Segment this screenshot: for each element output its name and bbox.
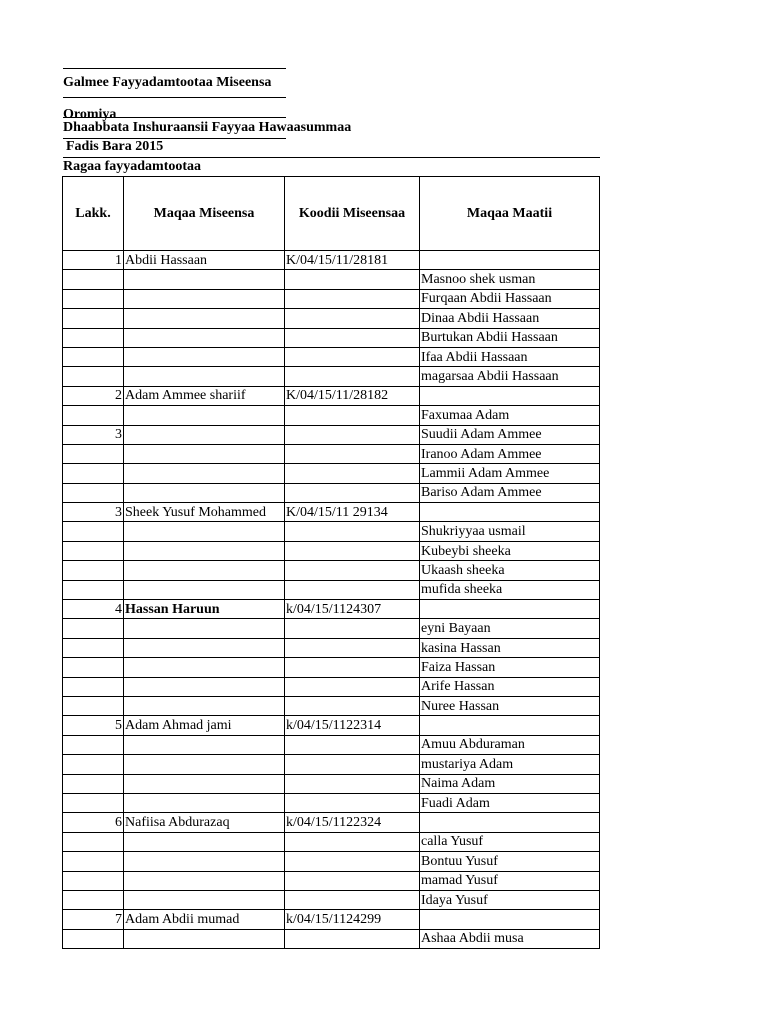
cell-member-code: K/04/15/11/28181 [285,251,420,270]
cell-member-code: K/04/15/11/28182 [285,386,420,405]
cell-member-name: Abdii Hassaan [124,251,285,270]
cell-family-name: mustariya Adam [420,755,600,774]
region-label: Oromiya [63,107,117,122]
organization-label: Dhaabbata Inshuraansii Fayyaa Hawaasummaa [63,117,286,139]
cell-number: 2 [63,386,124,405]
table-header-row [63,177,600,251]
cell-family-name [420,386,600,405]
table-row [63,328,600,347]
table-row [63,251,600,270]
cell-member-name [124,483,285,502]
cell-family-name: Iranoo Adam Ammee [420,444,600,463]
cell-member-name [124,522,285,541]
cell-member-code [285,444,420,463]
cell-member-code [285,406,420,425]
table-row [63,929,600,948]
cell-number [63,541,124,560]
cell-member-code [285,425,420,444]
column-header-number: Lakk. [63,177,124,251]
year-label-text: Fadis Bara 2015 [66,139,164,154]
table-body [63,251,600,949]
table-row [63,503,600,522]
cell-number [63,638,124,657]
cell-member-code [285,580,420,599]
cell-number [63,619,124,638]
cell-family-name: Bariso Adam Ammee [420,483,600,502]
cell-member-name [124,309,285,328]
cell-member-code [285,929,420,948]
cell-family-name: Ashaa Abdii musa [420,929,600,948]
cell-number [63,677,124,696]
column-header-member-code: Koodii Miseensaa [285,177,420,251]
table-row [63,541,600,560]
cell-family-name: Amuu Abduraman [420,735,600,754]
table-row [63,813,600,832]
cell-member-code [285,483,420,502]
cell-member-code [285,890,420,909]
cell-member-code [285,347,420,366]
cell-member-name [124,406,285,425]
table-row [63,910,600,929]
sheet-title-line: Galmee Fayyadamtootaa Miseensa [63,68,286,98]
cell-family-name: Arife Hassan [420,677,600,696]
cell-family-name [420,251,600,270]
cell-member-code [285,871,420,890]
table-row [63,464,600,483]
cell-member-code [285,696,420,715]
cell-member-code [285,522,420,541]
cell-member-code: K/04/15/11 29134 [285,503,420,522]
table-row [63,832,600,851]
beneficiary-table [62,176,600,949]
cell-number: 4 [63,600,124,619]
cell-member-name [124,464,285,483]
cell-number: 5 [63,716,124,735]
cell-member-code [285,638,420,657]
cell-number [63,561,124,580]
column-header-member-name: Maqaa Miseensa [124,177,285,251]
cell-member-code [285,309,420,328]
cell-number [63,406,124,425]
table-row [63,658,600,677]
cell-number: 1 [63,251,124,270]
cell-member-name [124,658,285,677]
cell-family-name [420,600,600,619]
table-row [63,367,600,386]
cell-number [63,929,124,948]
cell-family-name: Ifaa Abdii Hassaan [420,347,600,366]
cell-member-code [285,852,420,871]
cell-number [63,483,124,502]
cell-number [63,464,124,483]
table-row [63,483,600,502]
section-title: Ragaa fayyadamtootaa [63,157,600,176]
cell-family-name: Naima Adam [420,774,600,793]
cell-member-name [124,852,285,871]
cell-member-code [285,541,420,560]
cell-member-name [124,755,285,774]
cell-number [63,289,124,308]
cell-member-name: Adam Ammee shariif [124,386,285,405]
cell-member-code [285,793,420,812]
cell-family-name [420,813,600,832]
column-header-family-name: Maqaa Maatii [420,177,600,251]
cell-number [63,444,124,463]
cell-number: 3 [63,425,124,444]
cell-member-name: Adam Ahmad jami [124,716,285,735]
cell-family-name: Faiza Hassan [420,658,600,677]
cell-member-code: k/04/15/1122324 [285,813,420,832]
table-row [63,852,600,871]
cell-number [63,309,124,328]
cell-number [63,270,124,289]
cell-number: 7 [63,910,124,929]
cell-number [63,871,124,890]
cell-member-name [124,890,285,909]
cell-family-name: Furqaan Abdii Hassaan [420,289,600,308]
table-row [63,270,600,289]
cell-number [63,328,124,347]
cell-member-code [285,367,420,386]
table-row [63,561,600,580]
cell-family-name: Faxumaa Adam [420,406,600,425]
cell-member-code [285,619,420,638]
cell-family-name [420,716,600,735]
table-row [63,580,600,599]
cell-member-name [124,289,285,308]
cell-number [63,696,124,715]
cell-family-name: mamad Yusuf [420,871,600,890]
cell-member-code [285,832,420,851]
table-row [63,347,600,366]
year-label [63,138,286,156]
cell-member-name: Hassan Haruun [124,600,285,619]
cell-family-name: mufida sheeka [420,580,600,599]
cell-member-name [124,561,285,580]
cell-member-name: Adam Abdii mumad [124,910,285,929]
cell-member-code [285,658,420,677]
cell-member-name [124,425,285,444]
cell-member-name [124,580,285,599]
table-row [63,406,600,425]
cell-number [63,735,124,754]
cell-number: 3 [63,503,124,522]
cell-member-name [124,793,285,812]
cell-number [63,890,124,909]
cell-member-code: k/04/15/1124299 [285,910,420,929]
cell-family-name: Fuadi Adam [420,793,600,812]
cell-number [63,774,124,793]
cell-member-name [124,619,285,638]
cell-family-name: Suudii Adam Ammee [420,425,600,444]
cell-number [63,832,124,851]
cell-member-code: k/04/15/1122314 [285,716,420,735]
cell-member-name [124,328,285,347]
cell-family-name: Burtukan Abdii Hassaan [420,328,600,347]
cell-number [63,852,124,871]
cell-member-code [285,270,420,289]
table-row [63,871,600,890]
cell-member-code [285,561,420,580]
cell-member-name [124,929,285,948]
cell-member-name [124,774,285,793]
cell-member-name [124,832,285,851]
cell-number [63,658,124,677]
cell-number [63,580,124,599]
cell-family-name: calla Yusuf [420,832,600,851]
table-row [63,619,600,638]
table-row [63,309,600,328]
table-row [63,638,600,657]
cell-member-name [124,541,285,560]
table-row [63,793,600,812]
cell-member-code [285,755,420,774]
table-row [63,425,600,444]
cell-family-name: Nuree Hassan [420,696,600,715]
table-row [63,289,600,308]
cell-member-name [124,677,285,696]
table-row [63,696,600,715]
cell-family-name: Bontuu Yusuf [420,852,600,871]
cell-member-code [285,735,420,754]
table-row [63,735,600,754]
cell-member-code [285,464,420,483]
cell-member-name [124,735,285,754]
cell-member-name [124,871,285,890]
cell-member-code [285,677,420,696]
cell-family-name: Masnoo shek usman [420,270,600,289]
cell-family-name: Kubeybi sheeka [420,541,600,560]
cell-member-name [124,367,285,386]
cell-number [63,755,124,774]
cell-family-name: Ukaash sheeka [420,561,600,580]
cell-number [63,347,124,366]
cell-family-name: Lammii Adam Ammee [420,464,600,483]
table-row [63,755,600,774]
cell-family-name: kasina Hassan [420,638,600,657]
table-row [63,890,600,909]
cell-number: 6 [63,813,124,832]
cell-number [63,793,124,812]
table-row [63,774,600,793]
cell-member-name [124,347,285,366]
cell-member-name: Sheek Yusuf Mohammed [124,503,285,522]
cell-number [63,367,124,386]
table-row [63,716,600,735]
cell-member-code: k/04/15/1124307 [285,600,420,619]
cell-family-name: Shukriyyaa usmail [420,522,600,541]
cell-member-name [124,444,285,463]
table-row [63,522,600,541]
table-row [63,677,600,696]
cell-family-name [420,503,600,522]
cell-member-name [124,270,285,289]
cell-family-name: magarsaa Abdii Hassaan [420,367,600,386]
table-row [63,600,600,619]
cell-member-name [124,638,285,657]
cell-member-code [285,289,420,308]
cell-member-name: Nafiisa Abdurazaq [124,813,285,832]
cell-family-name [420,910,600,929]
cell-member-name [124,696,285,715]
cell-family-name: Dinaa Abdii Hassaan [420,309,600,328]
table-row [63,386,600,405]
cell-member-code [285,328,420,347]
cell-member-code [285,774,420,793]
cell-family-name: eyni Bayaan [420,619,600,638]
cell-family-name: Idaya Yusuf [420,890,600,909]
cell-number [63,522,124,541]
table-row [63,444,600,463]
